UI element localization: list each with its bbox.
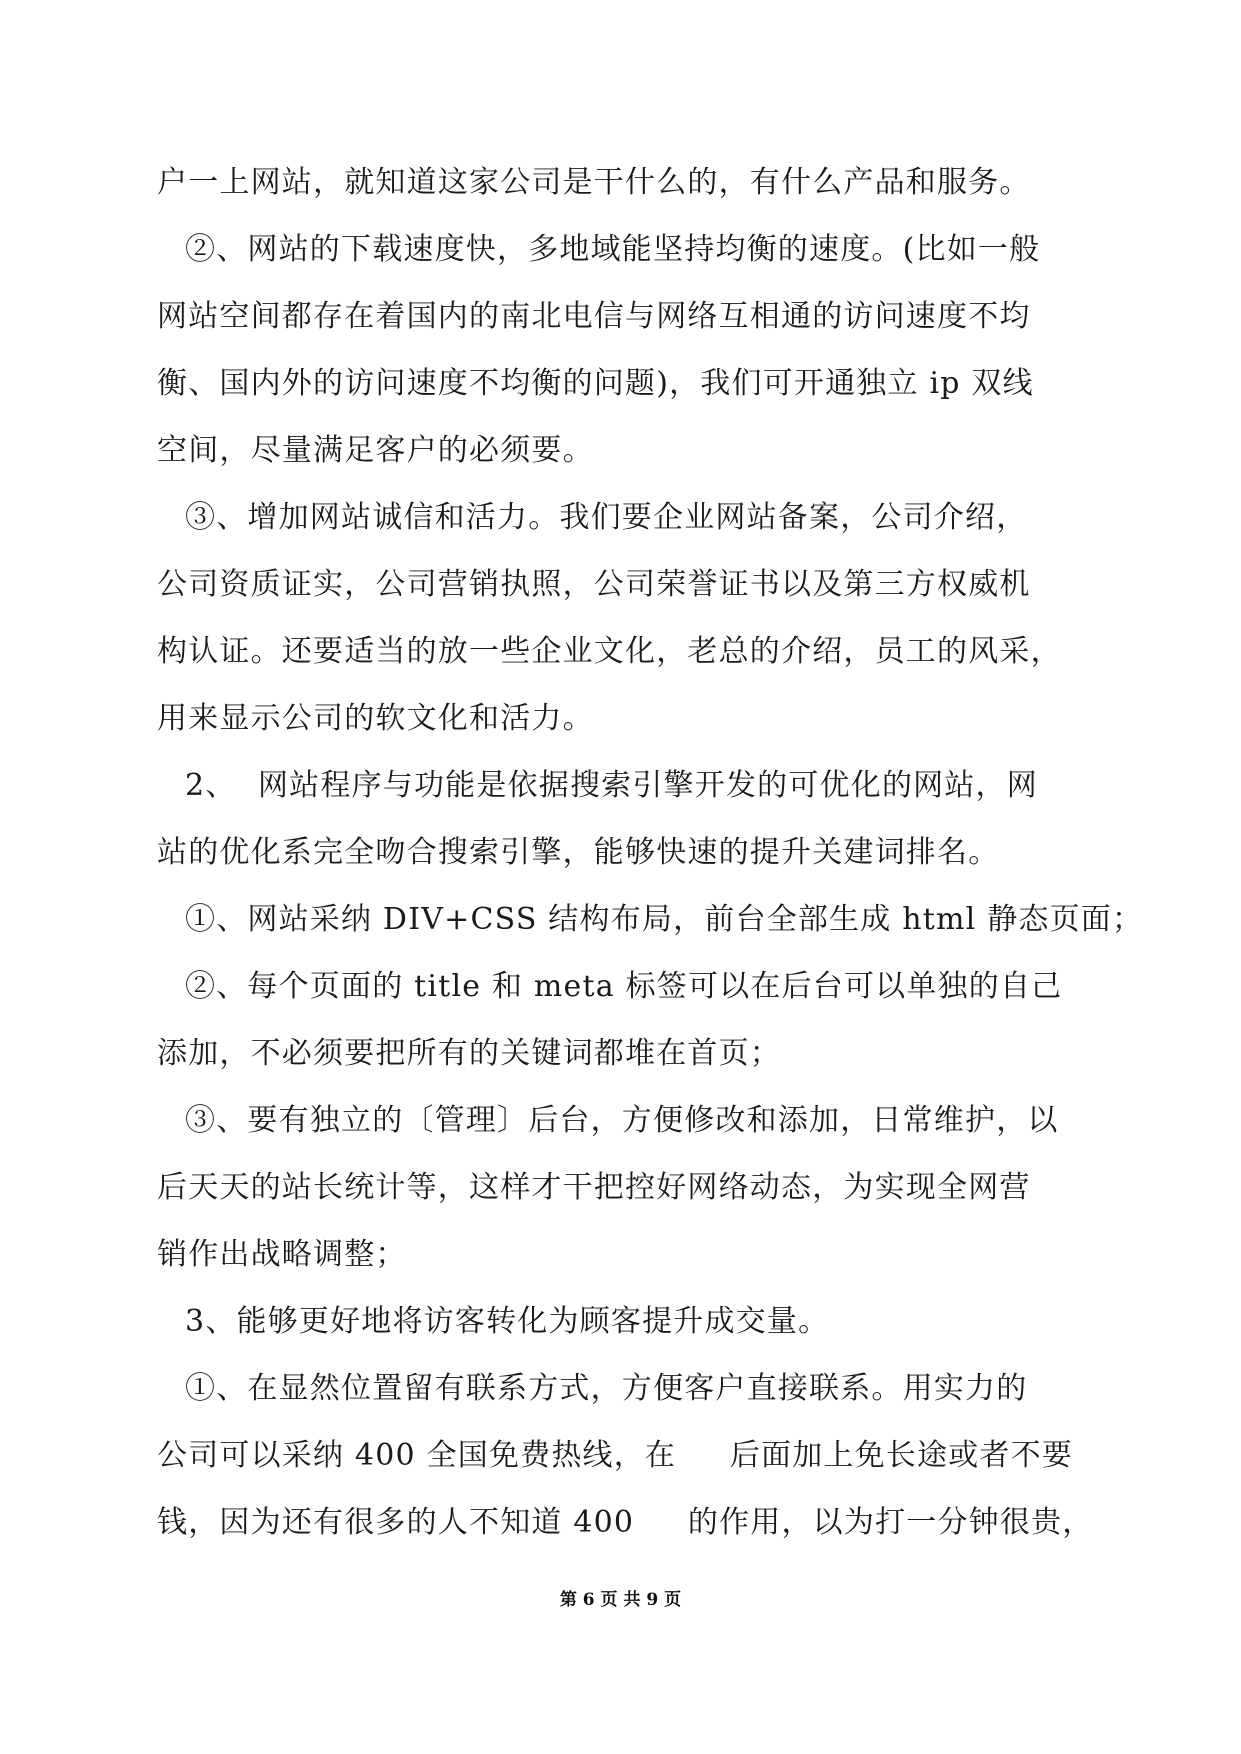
text-line: ①、在显然位置留有联系方式，方便客户直接联系。用实力的	[185, 1371, 1028, 1406]
text-line: 户一上网站，就知道这家公司是干什么的，有什么产品和服务。	[157, 165, 1031, 200]
text-line: 空间，尽量满足客户的必须要。	[157, 433, 594, 468]
text-line: 公司资质证实，公司营销执照，公司荣誉证书以及第三方权威机	[157, 567, 1031, 602]
text-line: 公司可以采纳 400 全国免费热线，在 后面加上免长途或者不要	[157, 1438, 1074, 1473]
text-line: 钱，因为还有很多的人不知道 400 的作用，以为打一分钟很贵，	[157, 1505, 1094, 1540]
text-line: 3、能够更好地将访客转化为顾客提升成交量。	[185, 1304, 830, 1339]
text-line: 用来显示公司的软文化和活力。	[157, 701, 594, 736]
text-line: ①、网站采纳 DIV+CSS 结构布局，前台全部生成 html 静态页面；	[185, 902, 1144, 937]
text-line: 后天天的站长统计等，这样才干把控好网络动态，为实现全网营	[157, 1170, 1031, 1205]
text-line: 添加，不必须要把所有的关键词都堆在首页；	[157, 1036, 781, 1071]
text-line: ②、每个页面的 title 和 meta 标签可以在后台可以单独的自己	[185, 969, 1063, 1004]
text-line: 网站空间都存在着国内的南北电信与网络互相通的访问速度不均	[157, 299, 1031, 334]
text-line: 销作出战略调整；	[157, 1237, 407, 1272]
text-line: ③、增加网站诚信和活力。我们要企业网站备案，公司介绍，	[185, 500, 1028, 535]
text-line: 构认证。还要适当的放一些企业文化，老总的介绍，员工的风采，	[157, 634, 1062, 669]
text-line: ③、要有独立的〔管理〕后台，方便修改和添加，日常维护，以	[185, 1103, 1059, 1138]
text-line: 2、 网站程序与功能是依据搜索引擎开发的可优化的网站，网	[185, 768, 1038, 803]
text-line: 站的优化系完全吻合搜索引擎，能够快速的提升关建词排名。	[157, 835, 1000, 870]
text-line: 衡、国内外的访问速度不均衡的问题)，我们可开通独立 ip 双线	[157, 366, 1034, 401]
text-line: ②、网站的下载速度快，多地域能坚持均衡的速度。(比如一般	[185, 232, 1041, 267]
page-number-footer: 第 6 页 共 9 页	[559, 1590, 682, 1610]
